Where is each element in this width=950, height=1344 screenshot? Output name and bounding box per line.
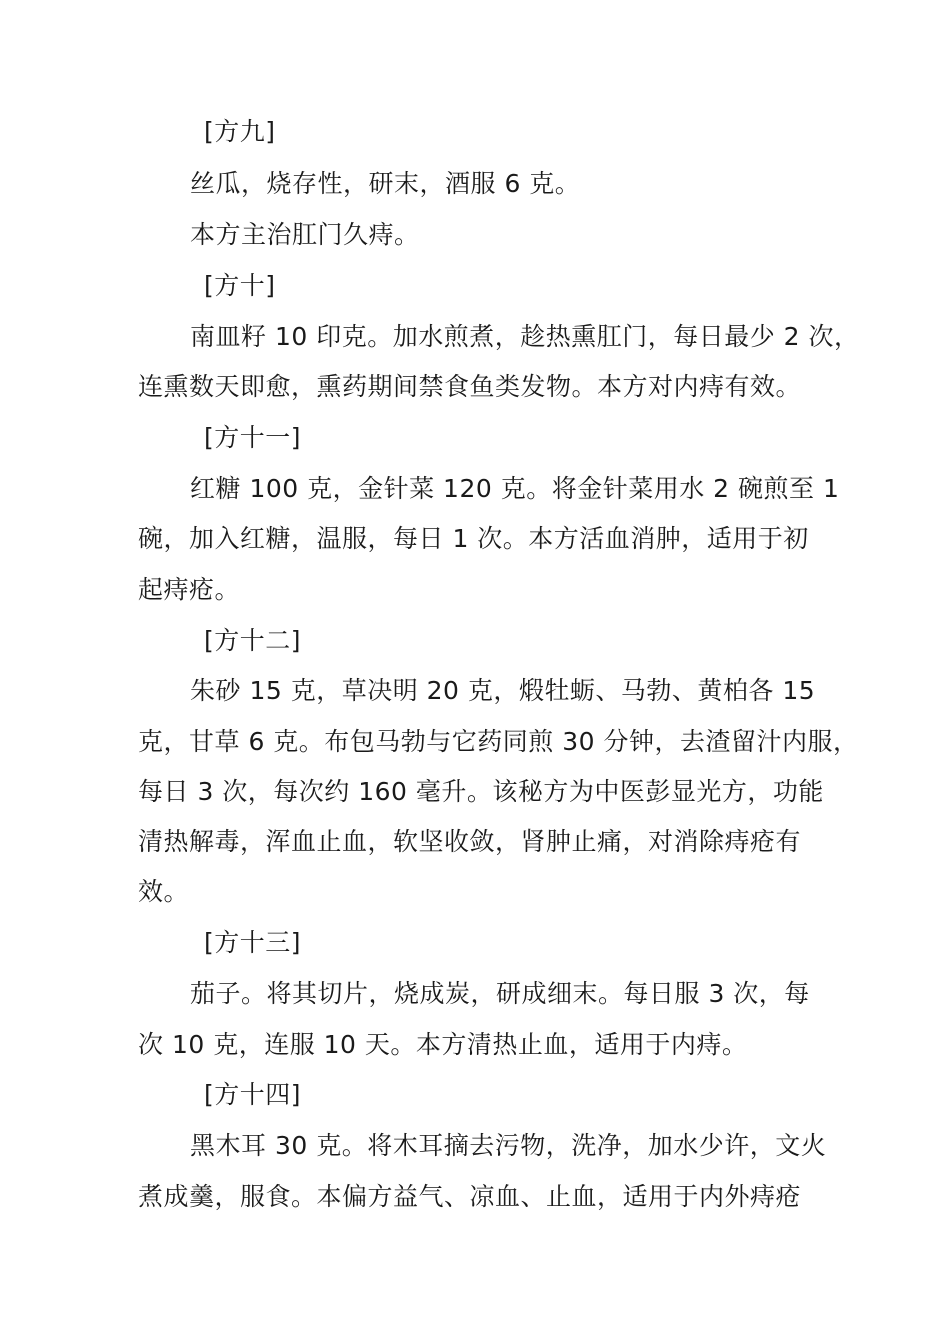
paragraph-line: 茄子。将其切片，烧成炭，研成细末。每日服 3 次，每 xyxy=(190,979,810,1008)
paragraph-line: 克，甘草 6 克。布包马勃与它药同煎 30 分钟，去渣留汁内服， xyxy=(138,727,859,756)
recipe-heading-13: [方十三] xyxy=(204,928,302,957)
paragraph-line: 朱砂 15 克，草决明 20 克，煅牡蛎、马勃、黄柏各 15 xyxy=(190,676,816,705)
recipe-heading-11: [方十一] xyxy=(204,423,302,452)
paragraph-line: 南皿籽 10 印克。加水煎煮，趁热熏肛门，每日最少 2 次， xyxy=(190,322,860,351)
paragraph-line: 每日 3 次，每次约 160 毫升。该秘方为中医彭显光方，功能 xyxy=(138,777,824,806)
paragraph-line: 本方主治肛门久痔。 xyxy=(190,220,420,249)
paragraph-line: 煮成羹，服食。本偏方益气、凉血、止血，适用于内外痔疮 xyxy=(138,1182,802,1211)
paragraph-line: 碗，加入红糖，温服，每日 1 次。本方活血消肿，适用于初 xyxy=(138,524,809,553)
recipe-heading-10: [方十] xyxy=(204,271,276,300)
paragraph-line: 红糖 100 克，金针菜 120 克。将金针菜用水 2 碗煎至 1 xyxy=(190,474,840,503)
paragraph-line: 次 10 克，连服 10 天。本方清热止血，适用于内痔。 xyxy=(138,1030,748,1059)
paragraph-line: 清热解毒，浑血止血，软坚收敛，肾肿止痛，对消除痔疮有 xyxy=(138,827,802,856)
recipe-heading-9: [方九] xyxy=(204,117,276,146)
paragraph-line: 效。 xyxy=(138,877,190,906)
paragraph-line: 丝瓜，烧存性，研末，酒服 6 克。 xyxy=(190,169,581,198)
paragraph-line: 黑木耳 30 克。将木耳摘去污物，洗净，加水少许，文火 xyxy=(190,1131,827,1160)
recipe-heading-12: [方十二] xyxy=(204,626,302,655)
recipe-heading-14: [方十四] xyxy=(204,1080,302,1109)
paragraph-line: 连熏数天即愈，熏药期间禁食鱼类发物。本方对内痔有效。 xyxy=(138,372,802,401)
paragraph-line: 起痔疮。 xyxy=(138,575,241,604)
